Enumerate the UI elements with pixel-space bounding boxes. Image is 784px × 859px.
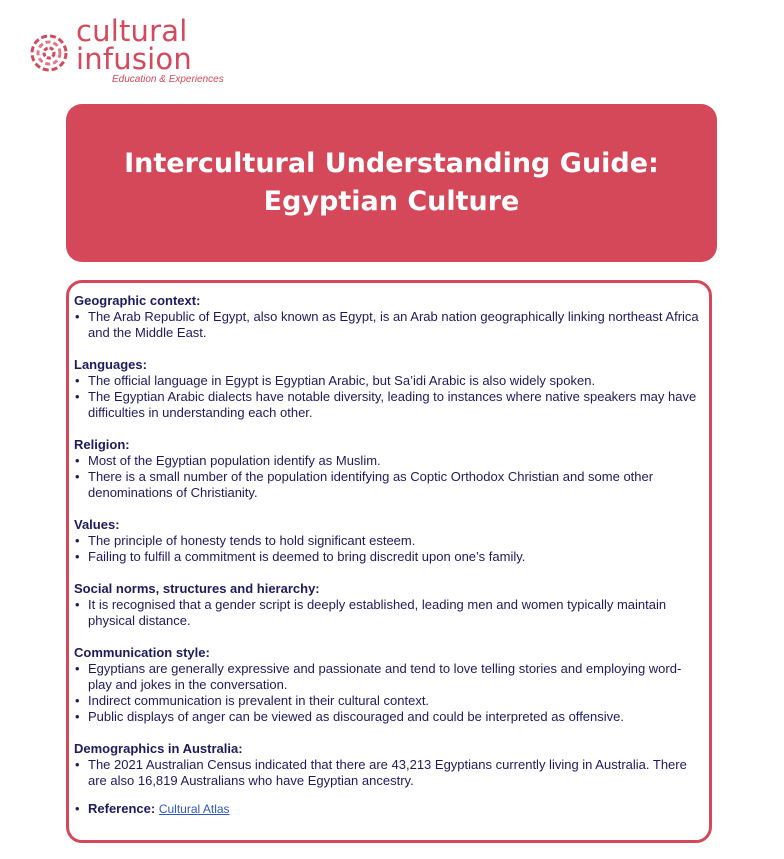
list-item-text: The official language in Egypt is Egyptian Arabic, but Sa’idi Arabic is also widely spoken. xyxy=(88,373,596,388)
section-title: Social norms, structures and hierarchy: xyxy=(74,581,320,596)
list-item-text: Failing to fulfill a commitment is deemed to bring discredit upon one’s family. xyxy=(88,549,526,564)
bullet: • xyxy=(75,597,80,612)
page-title-line-2: Egyptian Culture xyxy=(263,186,520,217)
bullet: • xyxy=(75,389,80,404)
bullet-list xyxy=(74,453,699,501)
bullet-list xyxy=(74,661,699,725)
guide-content-box xyxy=(66,280,712,843)
list-item xyxy=(74,309,699,341)
list-item xyxy=(74,373,699,389)
list-item xyxy=(74,661,699,693)
bullet: • xyxy=(75,661,80,676)
list-item xyxy=(74,709,699,725)
bullet: • xyxy=(75,309,80,324)
list-item-text: Most of the Egyptian population identify as Muslim. xyxy=(88,453,381,468)
section xyxy=(74,293,699,341)
bullet: • xyxy=(75,533,80,548)
section xyxy=(74,741,699,789)
bullet-list xyxy=(74,757,699,789)
list-item xyxy=(74,389,699,421)
bullet-list xyxy=(74,597,699,629)
bullet-list xyxy=(74,533,699,565)
list-item xyxy=(74,693,699,709)
bullet: • xyxy=(75,709,80,724)
bullet: • xyxy=(75,801,80,816)
bullet: • xyxy=(75,693,80,708)
list-item-text: The 2021 Australian Census indicated that there are 43,213 Egyptians currently living in Australia. There are also 16,819 Australians who have Egyptian ancestry. xyxy=(88,757,687,788)
logo-word-cultural: cultural xyxy=(76,14,188,48)
section-title: Languages: xyxy=(74,357,147,372)
list-item-text: Egyptians are generally expressive and passionate and tend to love telling stories and employing word-play and jokes in the conversation. xyxy=(88,661,682,692)
bullet: • xyxy=(75,757,80,772)
section-title: Values: xyxy=(74,517,120,532)
sections-container xyxy=(74,293,699,789)
section-title: Religion: xyxy=(74,437,130,452)
title-banner xyxy=(66,104,717,262)
logo-swirl-icon xyxy=(30,34,68,72)
section xyxy=(74,645,699,725)
section xyxy=(74,517,699,565)
cultural-atlas-link[interactable]: Cultural Atlas xyxy=(158,802,230,816)
page-title-line-1: Intercultural Understanding Guide: xyxy=(124,148,659,179)
section-title: Geographic context: xyxy=(74,293,201,308)
bullet-list xyxy=(74,309,699,341)
list-item xyxy=(74,533,699,549)
list-item xyxy=(74,549,699,565)
list-item-text: The Arab Republic of Egypt, also known as Egypt, is an Arab nation geographically linking northeast Africa and the Middle East. xyxy=(88,309,699,340)
list-item-text: It is recognised that a gender script is deeply established, leading men and women typically maintain physical distance. xyxy=(88,597,667,628)
reference-item xyxy=(74,801,699,817)
list-item-text: The Egyptian Arabic dialects have notable diversity, leading to instances where native speakers may have difficulties in understanding each other. xyxy=(88,389,697,420)
reference-label: Reference: xyxy=(88,801,156,816)
logo-tagline: Education & Experiences xyxy=(112,74,224,85)
section-title: Demographics in Australia: xyxy=(74,741,243,756)
section xyxy=(74,357,699,421)
section xyxy=(74,437,699,501)
section-title: Communication style: xyxy=(74,645,210,660)
bullet: • xyxy=(75,549,80,564)
bullet: • xyxy=(75,469,80,484)
list-item xyxy=(74,757,699,789)
bullet: • xyxy=(75,453,80,468)
list-item-text: Public displays of anger can be viewed as discouraged and could be interpreted as offensive. xyxy=(88,709,624,724)
section xyxy=(74,581,699,629)
list-item-text: The principle of honesty tends to hold significant esteem. xyxy=(88,533,416,548)
bullet: • xyxy=(75,373,80,388)
bullet-list xyxy=(74,373,699,421)
list-item xyxy=(74,469,699,501)
cultural-infusion-logo xyxy=(30,14,250,88)
list-item xyxy=(74,453,699,469)
list-item-text: Indirect communication is prevalent in their cultural context. xyxy=(88,693,430,708)
list-item xyxy=(74,597,699,629)
list-item-text: There is a small number of the population identifying as Coptic Orthodox Christian and some other denominations of Christianity. xyxy=(88,469,654,500)
logo-word-infusion: infusion xyxy=(76,42,192,76)
